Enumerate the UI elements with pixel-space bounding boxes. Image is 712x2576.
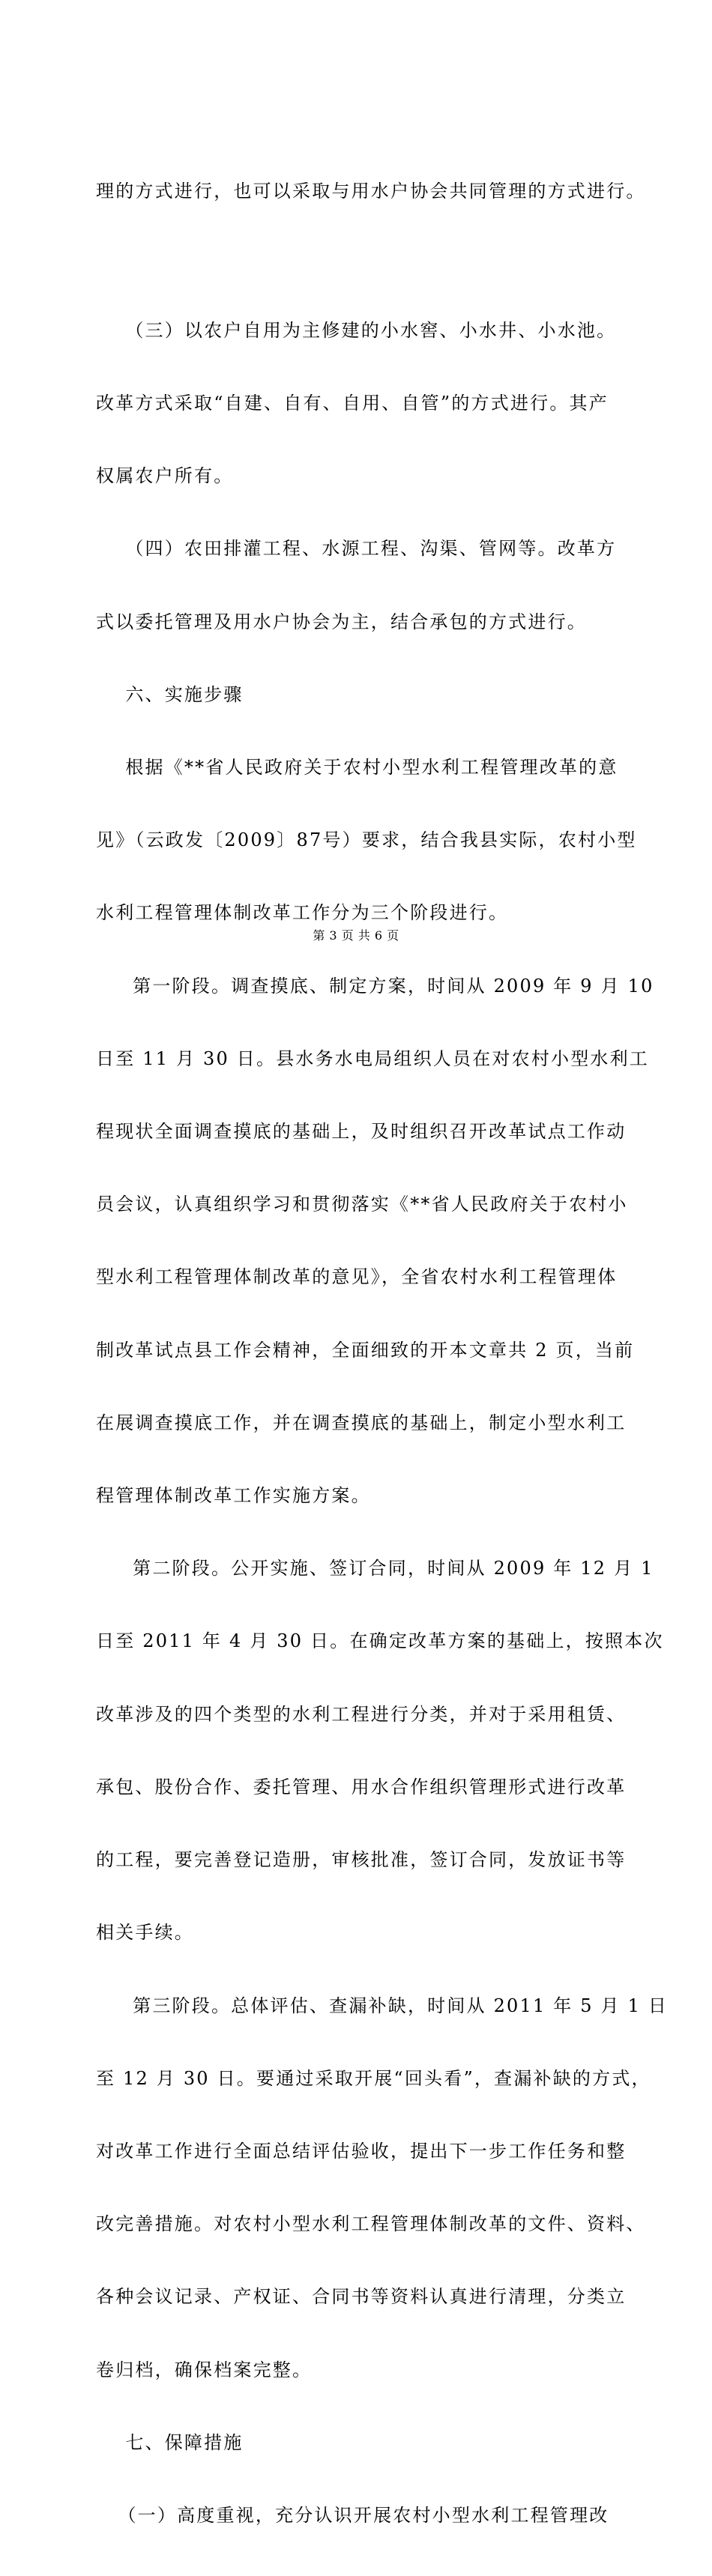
text-line: 水利工程管理体制改革工作分为三个阶段进行。 xyxy=(96,902,509,924)
text-line: 对改革工作进行全面总结评估验收，提出下一步工作任务和整 xyxy=(96,2140,627,2162)
text-line: 日至 11 月 30 日。县水务水电局组织人员在对农村小型水利工 xyxy=(96,1047,649,1069)
text-line: 权属农户所有。 xyxy=(96,465,234,487)
text-line: 程管理体制改革工作实施方案。 xyxy=(96,1485,371,1507)
text-line: 在展调查摸底工作，并在调查摸底的基础上，制定小型水利工 xyxy=(96,1412,627,1433)
text-line: 第一阶段。调查摸底、制定方案，时间从 2009 年 9 月 10 xyxy=(96,975,654,997)
text-line: 第二阶段。公开实施、签订合同，时间从 2009 年 12 月 1 xyxy=(96,1558,654,1579)
page-footer: 第 3 页 共 6 页 xyxy=(313,928,399,943)
text-line: 相关手续。 xyxy=(96,1922,194,1944)
text-line: 第三阶段。总体评估、查漏补缺，时间从 2011 年 5 月 1 日 xyxy=(96,1995,669,2016)
text-line: （三）以农户自用为主修建的小水窖、小水井、小水池。 xyxy=(96,319,617,341)
text-line: 员会议，认真组织学习和贯彻落实《**省人民政府关于农村小 xyxy=(96,1194,628,1215)
text-line: 至 12 月 30 日。要通过采取开展“回头看”，查漏补缺的方式， xyxy=(96,2067,651,2089)
text-line: 型水利工程管理体制改革的意见》，全省农村水利工程管理体 xyxy=(96,1266,618,1288)
text-line: 见》（云政发〔2009〕87号）要求，结合我县实际，农村小型 xyxy=(96,829,637,851)
text-line: 卷归档，确保档案完整。 xyxy=(96,2359,313,2380)
text-line: 制改革试点县工作会精神，全面细致的开本文章共 2 页，当前 xyxy=(96,1339,635,1361)
blank-line xyxy=(96,252,643,270)
text-line: 日至 2011 年 4 月 30 日。在确定改革方案的基础上，按照本次 xyxy=(96,1630,664,1652)
text-line: （一）高度重视，充分认识开展农村小型水利工程管理改 xyxy=(96,2504,609,2526)
text-line: 承包、股份合作、委托管理、用水合作组织管理形式进行改革 xyxy=(96,1776,627,1798)
text-line: 根据《**省人民政府关于农村小型水利工程管理改革的意 xyxy=(96,757,618,778)
text-line: 理的方式进行，也可以采取与用水户协会共同管理的方式进行。 xyxy=(96,180,646,202)
text-line: 改完善措施。对农村小型水利工程管理体制改革的文件、资料、 xyxy=(96,2213,646,2235)
text-line: 改革方式采取“自建、自有、自用、自管”的方式进行。其产 xyxy=(96,393,609,414)
document-body xyxy=(96,130,669,2576)
text-line: （四）农田排灌工程、水源工程、沟渠、管网等。改革方 xyxy=(96,538,617,560)
section-heading: 七、保障措施 xyxy=(96,2431,244,2453)
text-line: 程现状全面调查摸底的基础上，及时组织召开改革试点工作动 xyxy=(96,1121,627,1143)
text-line: 改革涉及的四个类型的水利工程进行分类，并对于采用租赁、 xyxy=(96,1703,627,1725)
text-line: 的工程，要完善登记造册，审核批准，签订合同，发放证书等 xyxy=(96,1849,627,1871)
text-line: 式以委托管理及用水户协会为主，结合承包的方式进行。 xyxy=(96,611,587,632)
section-heading: 六、实施步骤 xyxy=(96,683,244,705)
text-line: 各种会议记录、产权证、合同书等资料认真进行清理，分类立 xyxy=(96,2286,627,2308)
